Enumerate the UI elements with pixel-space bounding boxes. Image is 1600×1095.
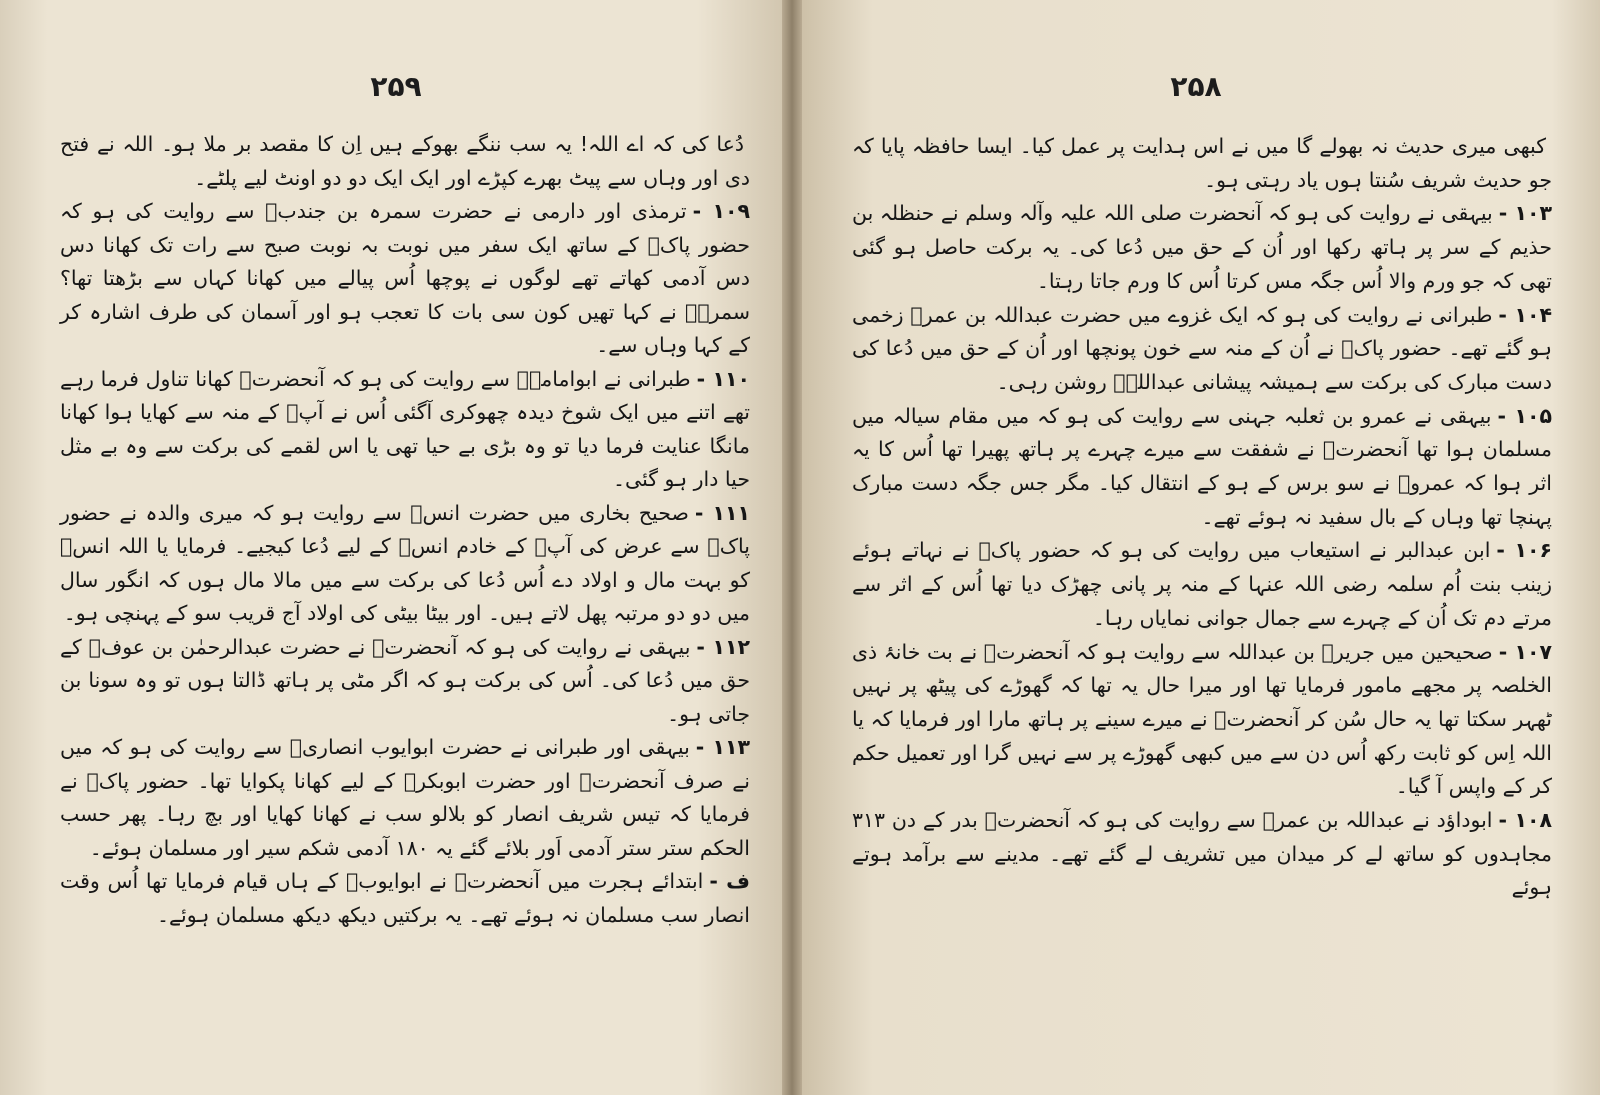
paragraph-text: کبھی میری حدیث نہ بھولے گا میں نے اس ہدایت پر عمل کیا۔ ایسا حافظہ پایا کہ جو حدیث شریف سُنتا ہوں یاد رہتی ہو۔: [852, 134, 1552, 192]
paragraph-number: ۱۰۷ -: [1498, 639, 1552, 664]
left-page: [0, 0, 792, 1095]
paragraph: [852, 197, 1552, 298]
paragraph-number: ۱۰۶ -: [1496, 538, 1552, 563]
paragraph: [852, 130, 1552, 197]
paragraph-text: دُعا کی کہ اے اللہ! یہ سب ننگے بھوکے ہیں اِن کا مقصد بر ملا ہو۔ اللہ نے فتح دی اور وہاں سے پیٹ بھرے کپڑے اور ایک ایک دو دو اونٹ لیے پلٹے۔: [60, 132, 750, 190]
paragraph: [852, 299, 1552, 400]
page-body: [852, 130, 1552, 905]
paragraph-number: ۱۰۹ -: [692, 199, 750, 223]
paragraph: [60, 363, 750, 497]
paragraph-text: بیہقی نے روایت کی ہو کہ آنحضرتؐ نے حضرت عبدالرحمٰن بن عوفؓ کے حق میں دُعا کی۔ اُس کی برکت ہو کہ اگر مٹی پر ہاتھ ڈالتا ہوں تو وہ سونا بن جاتی ہو۔: [60, 634, 750, 726]
paragraph-text: بیہقی نے عمرو بن ثعلبہ جہنی سے روایت کی ہو کہ میں مقام سیالہ میں مسلمان ہوا تھا آنحضرتؐ نے شفقت سے میرے چہرے پر ہاتھ پھیرا تھا اُس کا یہ اثر ہوا کہ عمروؓ نے سو برس کے ہو کے انتقال کیا۔ مگر جس جگہ دست مبارک پہنچا تھا وہاں کے بال سفید نہ ہوئے تھے۔: [852, 403, 1552, 529]
paragraph-number: ف -: [709, 869, 750, 893]
book-gutter: [782, 0, 802, 1095]
paragraph: [60, 731, 750, 865]
paragraph-number: ۱۰۴ -: [1498, 302, 1552, 327]
paragraph-text: ابتدائے ہجرت میں آنحضرتؐ نے ابوایوبؓ کے ہاں قیام فرمایا تھا اُس وقت انصار سب مسلمان نہ ہوئے تھے۔ یہ برکتیں دیکھ دیکھ مسلمان ہوئے۔: [60, 869, 750, 927]
paragraph: [852, 636, 1552, 805]
paragraph-text: بیہقی نے روایت کی ہو کہ آنحضرت صلی اللہ علیہ وآلہ وسلم نے حنظلہ بن حذیم کے سر پر ہاتھ رکھا اور اُن کے حق میں دُعا کی۔ یہ برکت حاصل ہو گئی تھی کہ جو ورم والا اُس جگہ مس کرتا اُس کا ورم جاتا رہتا۔: [852, 201, 1552, 293]
paragraph: [852, 400, 1552, 535]
page-number: ۲۵۹: [370, 70, 422, 103]
paragraph-text: ابوداؤد نے عبداللہ بن عمرؓ سے روایت کی ہو کہ آنحضرتؐ بدر کے دن ۳۱۳ مجاہدوں کو ساتھ لے کر میدان میں تشریف لے گئے تھے۔ مدینے سے برآمد ہوتے ہوئے: [852, 808, 1552, 900]
paragraph: [852, 534, 1552, 635]
paragraph-number: ۱۰۸ -: [1498, 808, 1552, 833]
paragraph-number: ۱۱۱ -: [694, 500, 750, 525]
paragraph-number: ۱۱۰ -: [696, 366, 750, 391]
paragraph: [60, 865, 750, 932]
paragraph-number: ۱۱۲ -: [696, 634, 750, 659]
paragraph-number: ۱۰۵ -: [1497, 403, 1552, 428]
paragraph-text: بیہقی اور طبرانی نے حضرت ابوایوب انصاریؓ سے روایت کی ہو کہ میں نے صرف آنحضرتؐ اور حضرت ابوبکرؓ کے لیے کھانا پکوایا تھا۔ حضور پاکؐ نے فرمایا کہ تیس شریف انصار کو بلالو سب نے کھانا کھایا اور بچ رہا۔ پھر حسب الحکم ستر ستر آدمی اَور بلائے گئے یہ ۱۸۰ آدمی شکم سیر اور مسلمان ہوئے۔: [60, 735, 750, 860]
paragraph-text: طبرانی نے روایت کی ہو کہ ایک غزوے میں حضرت عبداللہ بن عمرؓ زخمی ہو گئے تھے۔ حضور پاکؐ نے اُن کے منہ سے خون پونچھا اور اُن کے حق میں دُعا کی دست مبارک کی برکت سے ہمیشہ پیشانی عبداللہؓ روشن رہی۔: [852, 302, 1552, 394]
paragraph: [60, 128, 750, 195]
paragraph-number: ۱۰۳ -: [1498, 201, 1552, 226]
paragraph-text: صحیح بخاری میں حضرت انسؓ سے روایت ہو کہ میری والدہ نے حضور پاکؐ سے عرض کی آپؐ کے خادم انسؓ کے لیے دُعا کیجیے۔ فرمایا یا اللہ انسؓ کو بہت مال و اولاد دے اُس دُعا کی برکت سے میں مالا مال ہوں کہ انگور سال میں دو دو مرتبہ پھل لاتے ہیں۔ اور بیٹا بیٹی کی اولاد آج قریب سو کے پہنچی ہو۔: [60, 500, 750, 625]
page-body: [60, 128, 750, 932]
paragraph-number: ۱۱۳ -: [695, 735, 750, 759]
paragraph-text: ترمذی اور دارمی نے حضرت سمرہ بن جندبؓ سے روایت کی ہو کہ حضور پاکؐ کے ساتھ ایک سفر میں نوبت بہ نوبت صبح سے رات تک کھانا دس دس آدمی کھاتے تھے لوگوں نے پوچھا اُس پیالے میں کھانا کہاں سے بڑھتا تھا؟ سمرہؓ نے کہا تھیں کون سی بات کا تعجب ہو اور آسمان کی طرف اشارہ کر کے کہا وہاں سے۔: [60, 199, 750, 357]
paragraph: [60, 631, 750, 732]
paragraph: [852, 804, 1552, 905]
paragraph-text: طبرانی نے ابوامامہؓ سے روایت کی ہو کہ آنحضرتؐ کھانا تناول فرما رہے تھے اتنے میں ایک شوخ دیدہ چھوکری آگئی اُس نے آپؐ کے منہ سے کھایا ہوا کھانا مانگا عنایت فرما دیا تو وہ بڑی بے حیا تھی یا اس لقمے کی برکت سے وہ بے مثل حیا دار ہو گئی۔: [60, 366, 750, 491]
paragraph: [60, 195, 750, 363]
page-number: ۲۵۸: [1170, 70, 1222, 103]
paragraph-text: ابن عبدالبر نے استیعاب میں روایت کی ہو کہ حضور پاکؐ نے نہاتے ہوئے زینب بنت اُم سلمہ رضی اللہ عنہا کے منہ پر پانی چھڑک دیا تھا اُس کے اثر سے مرتے دم تک اُن کے چہرے سے جمال جوانی نمایاں رہا۔: [852, 538, 1552, 630]
paragraph-text: صحیحین میں جریرؓ بن عبداللہ سے روایت ہو کہ آنحضرتؐ نے بت خانۂ ذی الخلصہ پر مجھے مامور فرمایا تھا اور میرا حال یہ تھا کہ گھوڑے کی پیٹھ پر نہیں ٹھہر سکتا تھا یہ حال سُن کر آنحضرتؐ نے میرے سینے پر ہاتھ مارا اور فرمایا کہ یا اللہ اِس کو ثابت رکھ اُس دن سے میں کبھی گھوڑے پر سے نہیں گرا اور تعمیل حکم کر کے واپس آ گیا۔: [852, 639, 1552, 799]
right-page: [792, 0, 1600, 1095]
paragraph: [60, 497, 750, 631]
